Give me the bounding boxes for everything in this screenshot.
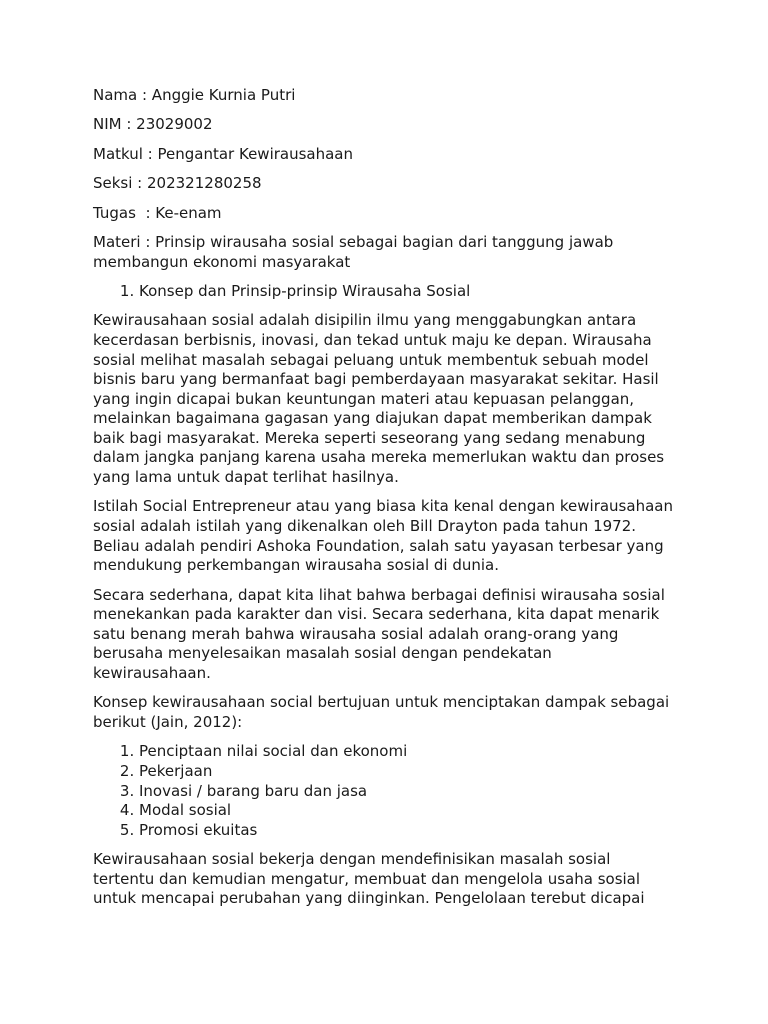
- impact-list: [93, 742, 673, 840]
- section-heading-list: [93, 282, 673, 302]
- section-heading: 1. Konsep dan Prinsip-prinsip Wirausaha Sosial: [139, 282, 673, 302]
- body-paragraph: Secara sederhana, dapat kita lihat bahwa berbagai definisi wirausaha sosial menekankan pada karakter dan visi. Secara sederhana, kita dapat menarik satu benang merah bahwa wirausaha sosial adalah orang-orang yang berusaha menyelesaikan masalah sosial dengan pendekatan kewirausahaan.: [93, 585, 665, 683]
- list-item: 3. Inovasi / barang baru dan jasa: [139, 782, 673, 802]
- body-paragraph: Istilah Social Entrepreneur atau yang biasa kita kenal dengan kewirausahaan sosial adalah istilah yang dikenalkan oleh Bill Drayton pada tahun 1972. Beliau adalah pendiri Ashoka Foundation, salah satu yayasan terbesar yang mendukung perkembangan wirausaha sosial di dunia.: [93, 497, 673, 575]
- student-name: Nama : Anggie Kurnia Putri: [93, 86, 296, 104]
- list-item: 2. Pekerjaan: [139, 762, 673, 782]
- assignment-label: Tugas : Ke-enam: [93, 203, 222, 222]
- section-number: Seksi : 202321280258: [93, 174, 262, 193]
- student-id: NIM : 23029002: [93, 115, 213, 134]
- list-item: 4. Modal sosial: [139, 801, 673, 821]
- course-name: Matkul : Pengantar Kewirausahaan: [93, 144, 354, 163]
- document-page: [93, 86, 673, 919]
- body-paragraph: Konsep kewirausahaan social bertujuan untuk menciptakan dampak sebagai berikut (Jain, 2012):: [93, 693, 670, 731]
- body-paragraph: Kewirausahaan sosial bekerja dengan mendefinisikan masalah sosial tertentu dan kemudian mengatur, membuat dan mengelola usaha sosial untuk mencapai perubahan yang diinginkan. Pengelolaan terebut dicapai: [93, 850, 645, 908]
- list-item: 5. Promosi ekuitas: [139, 821, 673, 841]
- body-paragraph: Kewirausahaan sosial adalah disipilin ilmu yang menggabungkan antara kecerdasan berbisnis, inovasi, dan tekad untuk maju ke depan. Wirausaha sosial melihat masalah sebagai peluang untuk membentuk sebuah model bisnis baru yang bermanfaat bagi pemberdayaan masyarakat sekitar. Hasil yang ingin dicapai bukan keuntungan materi atau kepuasan pelanggan, melainkan bagaimana gagasan yang diajukan dapat memberikan dampak baik bagi masyarakat. Mereka seperti seseorang yang sedang menabung dalam jangka panjang karena usaha mereka memerlukan waktu dan proses yang lama untuk dapat terlihat hasilnya.: [93, 311, 665, 487]
- list-item: 1. Penciptaan nilai social dan ekonomi: [139, 742, 673, 762]
- topic-line: Materi : Prinsip wirausaha sosial sebagai bagian dari tanggung jawab membangun ekonomi masyarakat: [93, 232, 614, 271]
